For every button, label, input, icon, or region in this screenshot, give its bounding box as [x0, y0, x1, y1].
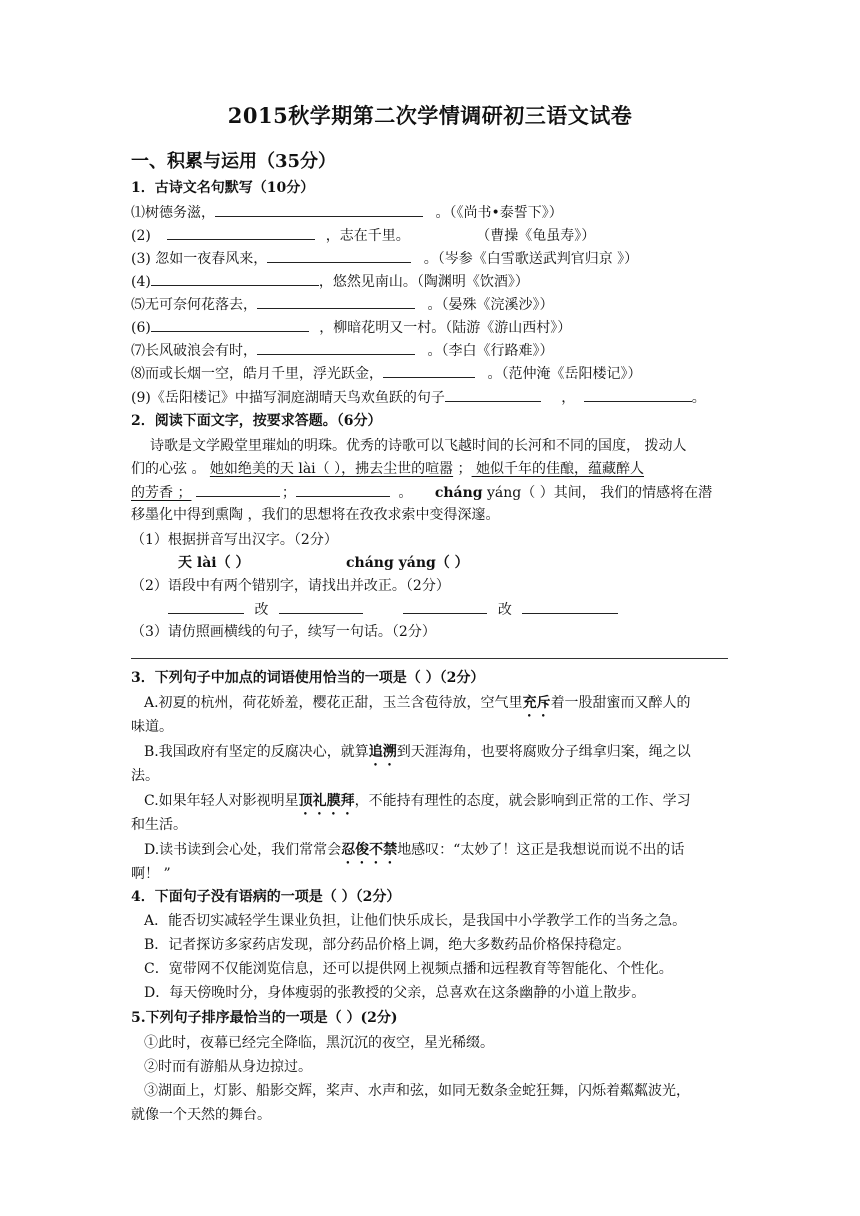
q4-option-b[interactable]: B．记者探访多家药店发现，部分药品价格上调，绝大多数药品价格保持稳定。: [144, 937, 631, 953]
answer-blank[interactable]: [522, 599, 618, 614]
dotted-word: 充斥: [522, 695, 551, 711]
page-title: 2015秋学期第二次学情调研初三语文试卷: [227, 103, 633, 128]
q2-passage-line-2: 们的心弦 。 她如绝美的天 lài（ ），拂去尘世的喧嚣 ； 她似千年的佳酿，蕴藏醉人: [131, 461, 645, 477]
underlined-sentence: 她如绝美的天 lài（ ），拂去尘世的喧嚣: [209, 461, 454, 477]
dotted-word: 顶礼膜拜: [298, 793, 355, 809]
answer-blank[interactable]: [167, 225, 315, 240]
dotted-word: 忍俊不禁: [341, 842, 398, 858]
section-heading: 一、积累与运用（35分）: [131, 151, 337, 172]
answer-blank[interactable]: [445, 387, 541, 402]
q2-sub-1: （1）根据拼音写出汉字。（2分）: [131, 532, 338, 548]
q4-heading: 4．下面句子没有语病的一项是（ ）（2分）: [131, 889, 401, 905]
q2-passage-line-3: 的芳香 ； ； 。 cháng yáng（ ）其间， 我们的情感将在潜: [131, 482, 712, 503]
q5-item-3: ③湖面上，灯影、船影交辉，桨声、水声和弦，如同无数条金蛇狂舞，闪烁着粼粼波光，: [144, 1083, 690, 1099]
answer-blank[interactable]: [257, 294, 415, 309]
q3-heading: 3．下列句子中加点的词语使用恰当的一项是（ ）（2分）: [131, 670, 485, 686]
answer-blank[interactable]: [383, 363, 475, 378]
q1-line-5: ⑸无可奈何花落去， 。（晏殊《浣溪沙》）: [131, 294, 553, 315]
q3-option-c-cont: 和生活。: [131, 817, 187, 833]
q2-sub-2: （2）语段中有两个错别字，请找出并改正。（2分）: [131, 578, 450, 594]
q4-option-d[interactable]: D．每天傍晚时分，身体瘦弱的张教授的父亲，总喜欢在这条幽静的小道上散步。: [144, 985, 646, 1001]
answer-blank[interactable]: [403, 599, 487, 614]
q5-item-3-cont: 就像一个天然的舞台。: [131, 1107, 271, 1123]
q3-option-d[interactable]: D.读书读到会心处，我们常常会忍俊不禁地感叹：“太妙了！这正是我想说而说不出的话: [144, 842, 685, 858]
q1-line-4: (4) ，悠然见南山。（陶渊明《饮酒》）: [131, 271, 529, 292]
q2-sub-3: （3）请仿照画横线的句子，续写一句话。（2分）: [131, 624, 436, 640]
q3-option-a-cont: 味道。: [131, 719, 173, 735]
q3-option-d-cont: 啊！ ”: [131, 866, 171, 882]
answer-blank[interactable]: [279, 599, 363, 614]
q4-option-a[interactable]: A．能否切实减轻学生课业负担，让他们快乐成长，是我国中小学教学工作的当务之急。: [144, 913, 687, 929]
answer-blank[interactable]: [196, 482, 280, 497]
q1-line-2: (2) ，志在千里。 （曹操《龟虽寿》）: [131, 225, 595, 246]
answer-blank[interactable]: [151, 317, 309, 332]
q1-line-7: ⑺长风破浪会有时， 。（李白《行路难》）: [131, 340, 553, 361]
answer-blank[interactable]: [584, 387, 692, 402]
q1-line-6: (6) ，柳暗花明又一村。（陆游《游山西村》）: [131, 317, 571, 338]
q1-heading: 1．古诗文名句默写（10分）: [131, 180, 315, 196]
answer-blank[interactable]: [296, 482, 390, 497]
q4-option-c[interactable]: C．宽带网不仅能浏览信息，还可以提供网上视频点播和远程教育等智能化、个性化。: [144, 961, 673, 977]
q2-heading: 2．阅读下面文字，按要求答题。（6分）: [131, 413, 382, 429]
q1-line-3: (3) 忽如一夜春风来， 。（岑参《白雪歌送武判官归京 》）: [131, 248, 638, 269]
q1-line-9: (9)《岳阳楼记》中描写洞庭湖晴天鸟欢鱼跃的句子 ， 。: [131, 387, 706, 408]
answer-blank[interactable]: [267, 248, 411, 263]
q1-line-1: ⑴树德务滋， 。（《尚书•泰誓下》）: [131, 202, 563, 223]
q3-option-a[interactable]: A.初夏的杭州，荷花娇羞，樱花正甜，玉兰含苞待放，空气里充斥着一股甜蜜而又醉人的: [144, 695, 691, 711]
answer-blank[interactable]: [151, 271, 319, 286]
underlined-sentence: 的芳香 ；: [131, 485, 192, 501]
q1-line-8: ⑻而或长烟一空，皓月千里，浮光跃金， 。（范仲淹《岳阳楼记》）: [131, 363, 641, 384]
q3-option-b[interactable]: B.我国政府有坚定的反腐决心，就算追溯到天涯海角，也要将腐败分子缉拿归案，绳之以: [144, 744, 691, 760]
q2-pinyin-1[interactable]: 天 lài（ ）: [178, 555, 250, 571]
q2-passage-line-1: 诗歌是文学殿堂里璀灿的明珠。优秀的诗歌可以飞越时间的长河和不同的国度， 拨动人: [150, 438, 687, 454]
q2-pinyin-2[interactable]: cháng yáng（ ）: [346, 555, 469, 571]
q3-option-c[interactable]: C.如果年轻人对影视明星顶礼膜拜，不能持有理性的态度，就会影响到正常的工作、学习: [144, 793, 691, 809]
underlined-sentence: 她似千年的佳酿，蕴藏醉人: [471, 461, 645, 477]
dotted-word: 追溯: [368, 744, 397, 760]
q5-heading: 5.下列句子排序最恰当的一项是（ ）(2分): [131, 1010, 398, 1026]
answer-blank[interactable]: [257, 340, 415, 355]
q5-item-1: ①此时，夜幕已经完全降临，黑沉沉的夜空，星光稀缀。: [144, 1035, 494, 1051]
q3-option-b-cont: 法。: [131, 768, 159, 784]
answer-blank[interactable]: [215, 202, 423, 217]
answer-line[interactable]: [131, 658, 728, 659]
answer-blank[interactable]: [168, 599, 244, 614]
q5-item-2: ②时而有游船从身边掠过。: [144, 1059, 312, 1075]
q2-passage-line-4: 移墨化中得到熏陶 ，我们的思想将在孜孜求索中变得深邃。: [131, 507, 500, 523]
q2-correction-row: 改 改: [168, 599, 618, 620]
